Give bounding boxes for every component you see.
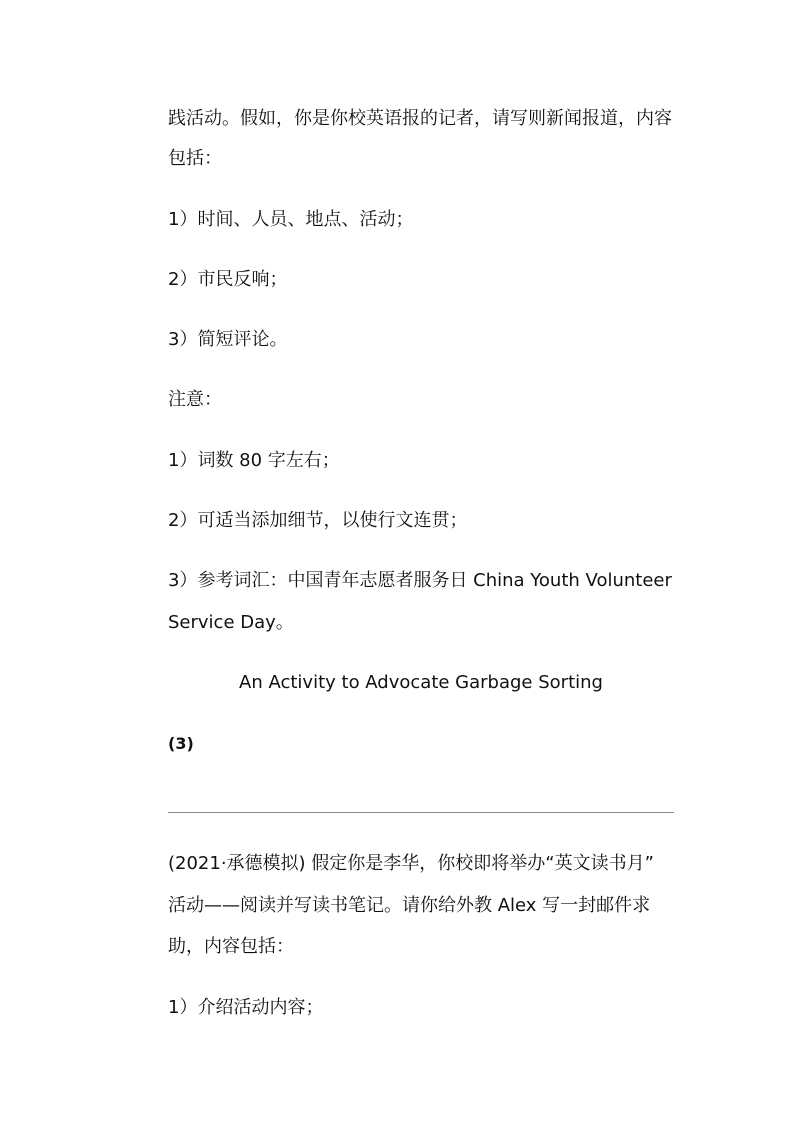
content-item-1: 1）时间、人员、地点、活动；	[168, 209, 414, 230]
prompt-content-item-1: 1）介绍活动内容；	[168, 997, 324, 1018]
intro-line-2: 包括：	[168, 148, 222, 169]
note-heading: 注意：	[168, 389, 222, 410]
question-number: (3)	[168, 734, 194, 753]
prompt-line-3: 助，内容包括：	[168, 936, 294, 957]
prompt-line-2: 活动——阅读并写读书笔记。请你给外教 Alex 写一封邮件求	[168, 895, 651, 916]
section-divider	[168, 812, 674, 813]
note-item-3: 3）参考词汇：中国青年志愿者服务日 China Youth Volunteer	[168, 570, 672, 591]
content-item-2: 2）市民反响；	[168, 269, 288, 290]
note-item-1: 1）词数 80 字左右；	[168, 450, 340, 471]
intro-line-1: 践活动。假如，你是你校英语报的记者，请写则新闻报道，内容	[168, 108, 672, 129]
note-item-2: 2）可适当添加细节，以使行文连贯；	[168, 510, 468, 531]
content-item-3: 3）简短评论。	[168, 329, 288, 350]
note-item-3-continued: Service Day。	[168, 612, 294, 633]
essay-title: An Activity to Advocate Garbage Sorting	[239, 672, 603, 693]
prompt-line-1: (2021·承德模拟) 假定你是李华，你校即将举办“英文读书月”	[168, 853, 654, 874]
